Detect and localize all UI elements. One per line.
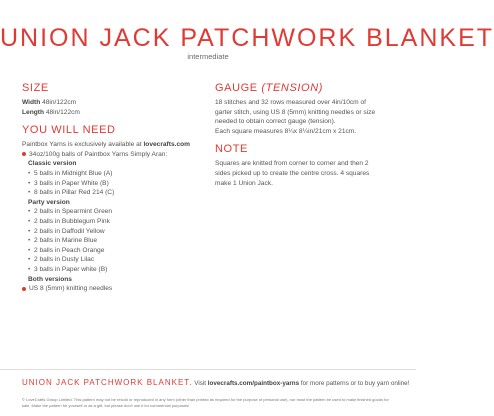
gauge-line: 18 stitches and 32 rows measured over 4in/10cm of [215, 99, 367, 106]
lovecrafts-link[interactable]: lovecrafts.com [143, 141, 190, 149]
footer-title: UNION JACK PATCHWORK BLANKET. [22, 378, 193, 387]
pattern-title: UNION JACK PATCHWORK BLANKET [0, 24, 494, 52]
legal-notice: © LoveCrafts Group Limited. This pattern may not be resold or reproduced in any form (other than printed as required for the purpose of personal use), nor must the pattern be used to make finished goods for sale. Make the pattern for yourself or as a gift, but please don't use it for commercial purposes! [22, 397, 389, 408]
list-item: • 2 balls in Dusty Lilac [22, 255, 192, 265]
list-item: • 2 balls in Daffodil Yellow [22, 227, 192, 237]
length-label: Length [22, 108, 44, 116]
note-line: Squares are knitted from corner to corner and then 2 [215, 160, 369, 168]
gauge-heading [215, 82, 395, 95]
size-length-line [22, 108, 192, 118]
party-list [22, 207, 192, 274]
gauge-heading-text: GAUGE [215, 82, 258, 94]
size-heading: SIZE [22, 82, 49, 94]
footer-link[interactable]: lovecrafts.com/paintbox-yarns [207, 380, 300, 387]
needles-text: US 8 (5mm) knitting needles [29, 285, 113, 293]
right-column [215, 82, 395, 188]
list-item: • 3 balls in Paper White (B) [22, 179, 192, 189]
length-value: 48in/122cm [45, 108, 80, 116]
list-item: • 2 balls in Peach Orange [22, 246, 192, 256]
red-bullet-icon [22, 152, 26, 156]
classic-list [22, 169, 192, 198]
footer-visit: Visit [194, 380, 207, 387]
yarn-text: 34oz/100g balls of Paintbox Yarns Simply Aran: [29, 150, 168, 158]
availability-text [22, 140, 192, 150]
width-value: 48in/122cm [42, 99, 77, 106]
needles-line [22, 284, 192, 294]
gauge-line: garter stitch, using US 8 (5mm) knitting needles or size [215, 108, 376, 116]
note-heading: NOTE [215, 143, 248, 156]
left-column [22, 82, 192, 294]
note-line: make 1 Union Jack. [215, 179, 273, 187]
availability-intro: Paintbox Yarns is exclusively available at [22, 141, 142, 149]
skill-level: intermediate [187, 52, 229, 61]
both-heading: Both versions [28, 275, 72, 283]
yarn-line [22, 150, 192, 160]
you-will-need-heading: YOU WILL NEED [22, 124, 116, 137]
list-item: • 2 balls in Bubblegum Pink [22, 217, 192, 227]
size-width-line [22, 98, 192, 108]
list-item: • 3 balls in Paper white (B) [22, 265, 192, 275]
footer-divider [0, 369, 416, 370]
tension-heading-text: (TENSION) [261, 82, 324, 94]
gauge-line: needed to obtain correct gauge (tension). [215, 118, 336, 126]
width-label: Width [22, 99, 41, 106]
note-line: sides picked up to create the centre cross. 4 squares [215, 169, 370, 177]
list-item: • 2 balls in Marine Blue [22, 236, 192, 246]
footer-rest: for more patterns or to buy yarn online! [300, 380, 410, 387]
footer-promo [22, 378, 410, 387]
list-item: • 8 balls in Pillar Red 214 (C) [22, 188, 192, 198]
list-item: • 2 balls in Spearmint Green [22, 207, 192, 217]
gauge-line: Each square measures 8¼x 8¼in/21cm x 21cm. [215, 127, 357, 135]
classic-heading: Classic version [28, 160, 77, 168]
red-bullet-icon [22, 287, 26, 291]
party-heading: Party version [28, 198, 70, 206]
list-item: • 5 balls in Midnight Blue (A) [22, 169, 192, 179]
